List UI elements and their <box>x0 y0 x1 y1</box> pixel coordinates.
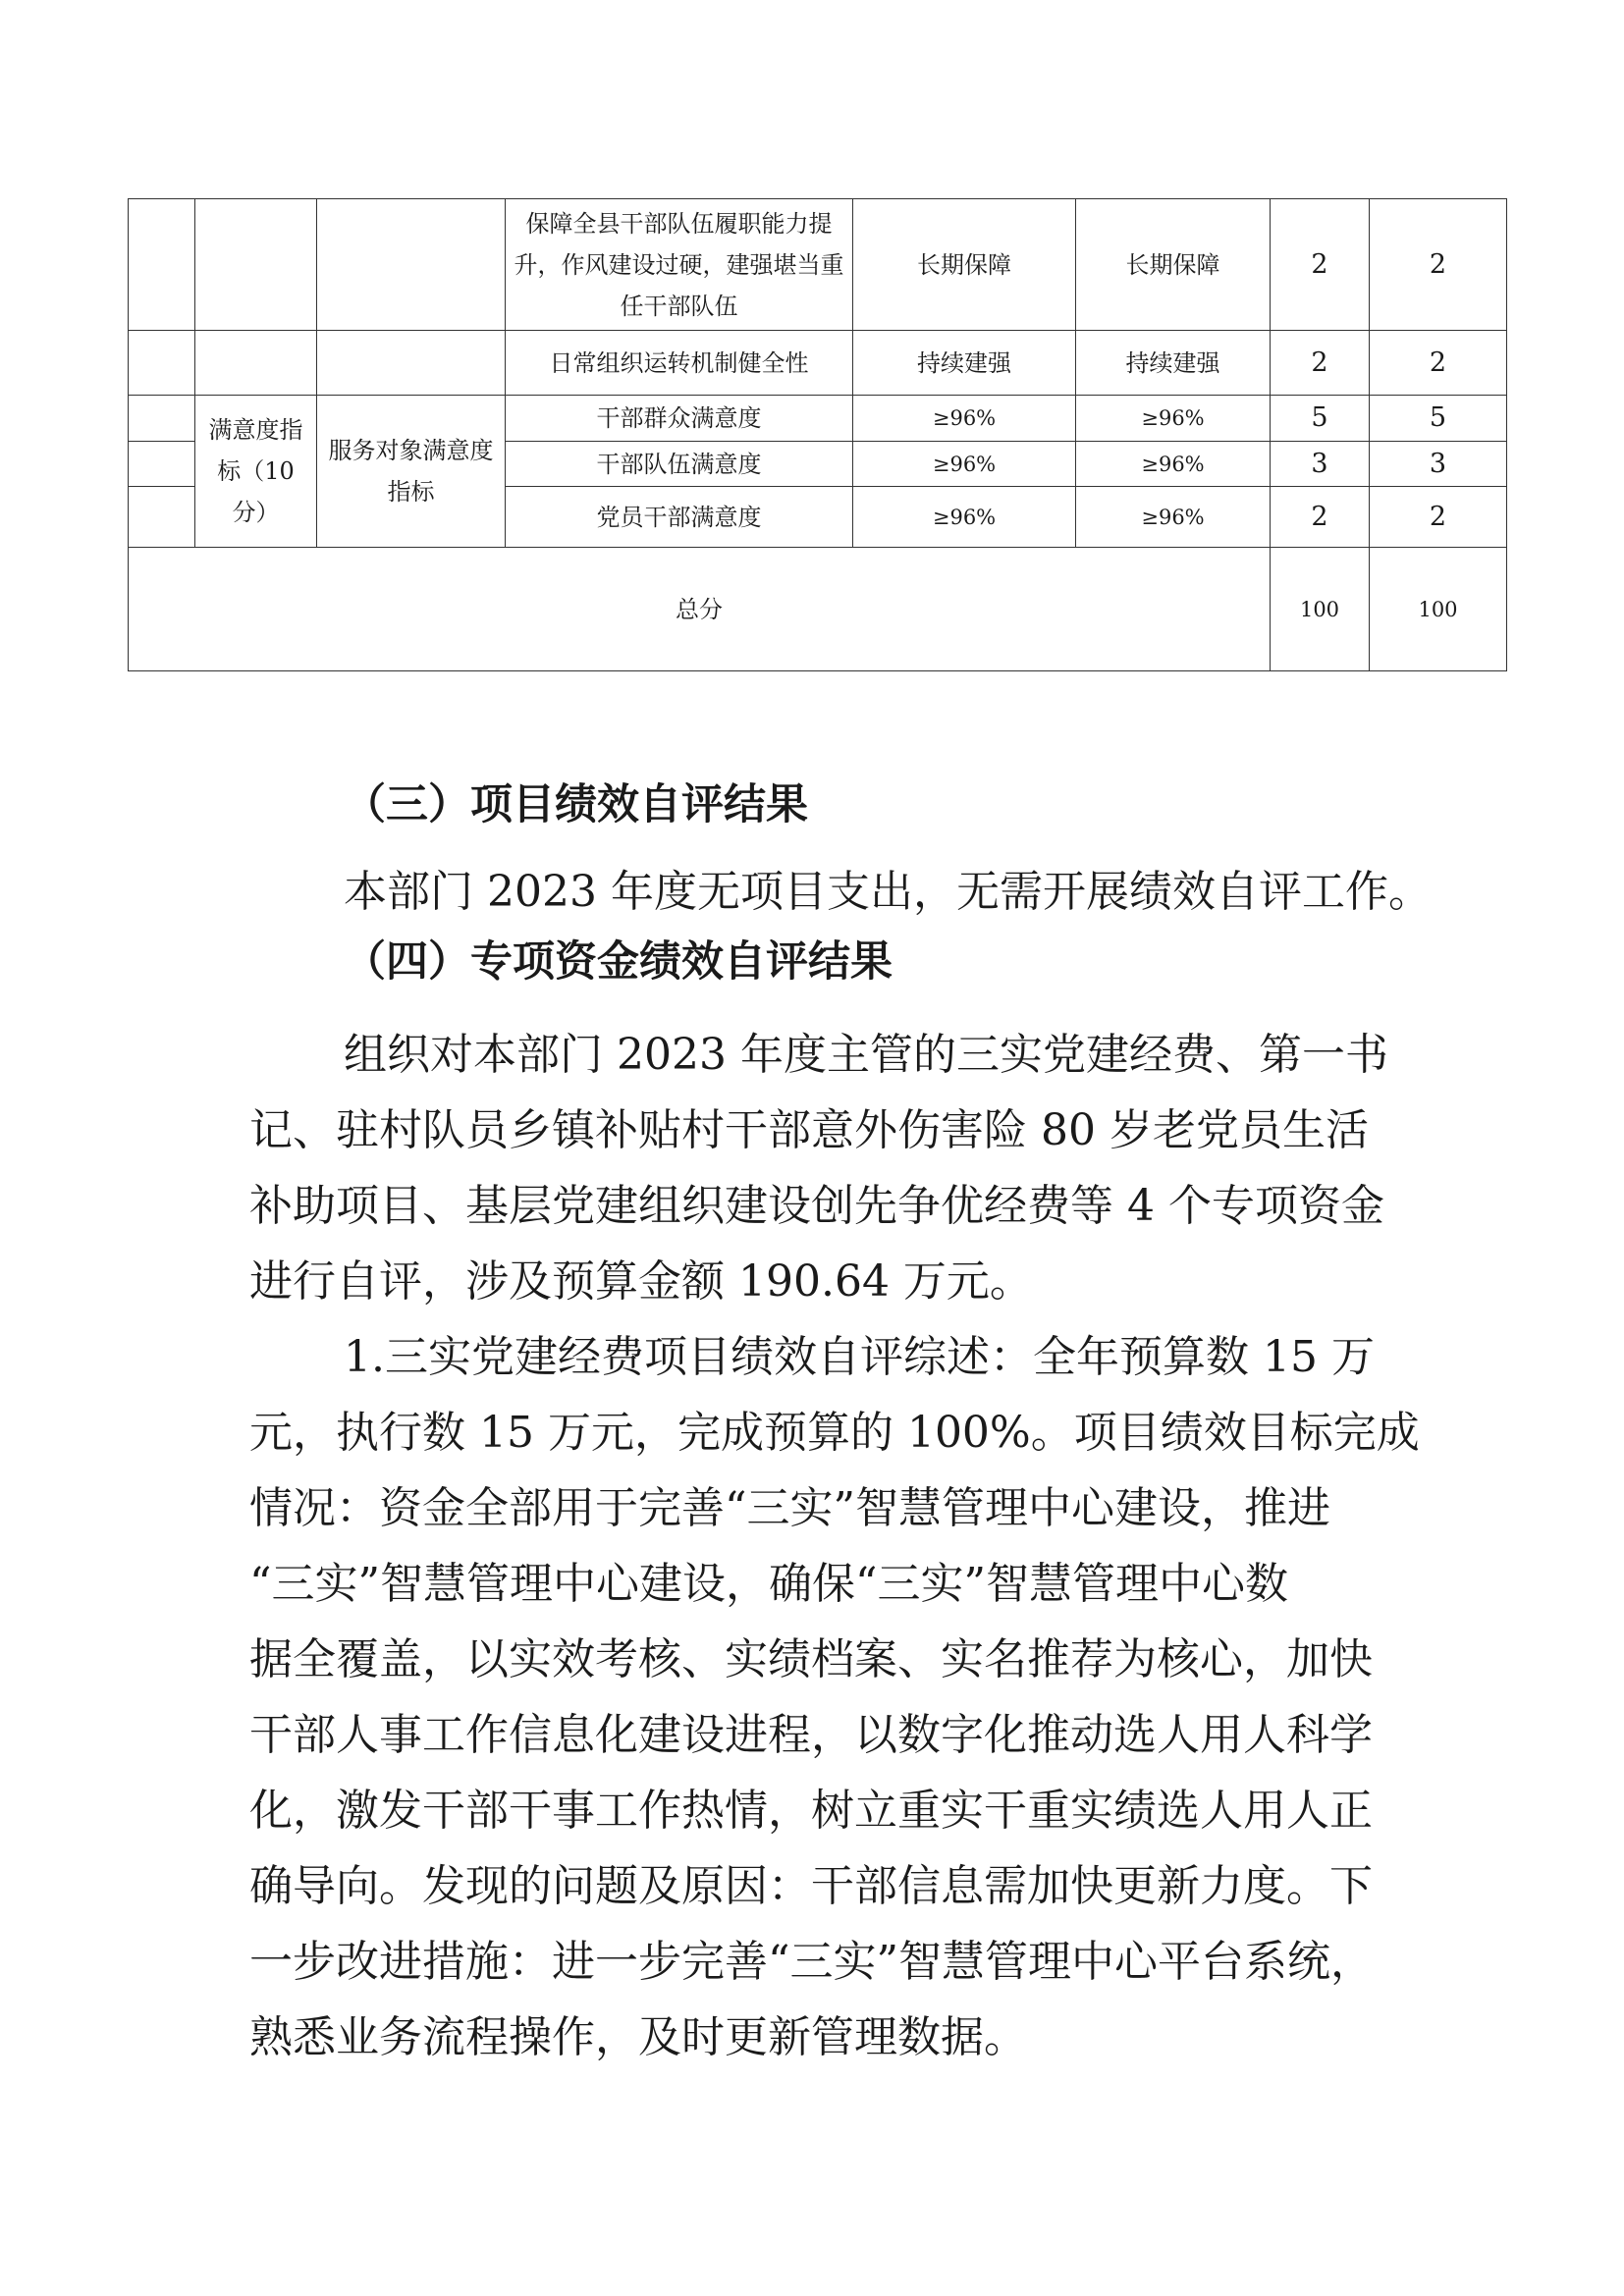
satisfaction-level1-cell: 满意度指标（10分） <box>195 396 317 548</box>
score-cell: 3 <box>1370 442 1507 487</box>
target-cell: 持续建强 <box>853 331 1076 396</box>
weight-cell: 3 <box>1271 442 1370 487</box>
target-cell: ≥96% <box>853 396 1076 442</box>
table-cell-empty <box>195 331 317 396</box>
actual-cell: 持续建强 <box>1076 331 1271 396</box>
table-cell-empty <box>317 199 506 331</box>
actual-cell: ≥96% <box>1076 487 1271 548</box>
table-cell-empty <box>317 331 506 396</box>
actual-cell: ≥96% <box>1076 396 1271 442</box>
weight-cell: 2 <box>1271 331 1370 396</box>
indicator-cell: 保障全县干部队伍履职能力提升，作风建设过硬，建强堪当重任干部队伍 <box>506 199 853 331</box>
table-row <box>129 199 1507 331</box>
table-cell-empty <box>129 487 195 548</box>
paragraph-line: 元，执行数 15 万元，完成预算的 100%。项目绩效目标完成 <box>249 1408 1420 1458</box>
target-cell: ≥96% <box>853 487 1076 548</box>
table-row <box>129 331 1507 396</box>
table-cell-empty <box>129 331 195 396</box>
paragraph-line: 组织对本部门 2023 年度主管的三实党建经费、第一书 <box>344 1030 1388 1080</box>
paragraph-line: 据全覆盖，以实效考核、实绩档案、实名推荐为核心，加快 <box>249 1634 1373 1684</box>
paragraph-line: 记、驻村队员乡镇补贴村干部意外伤害险 80 岁老党员生活 <box>249 1105 1369 1155</box>
total-score-cell: 100 <box>1370 548 1507 671</box>
performance-table <box>128 198 1507 671</box>
actual-cell: 长期保障 <box>1076 199 1271 331</box>
score-cell: 2 <box>1370 487 1507 548</box>
paragraph-line: “三实”智慧管理中心建设，确保“三实”智慧管理中心数 <box>249 1559 1288 1609</box>
paragraph-line: 干部人事工作信息化建设进程，以数字化推动选人用人科学 <box>249 1710 1373 1760</box>
target-cell: ≥96% <box>853 442 1076 487</box>
score-cell: 2 <box>1370 199 1507 331</box>
paragraph-line: 情况：资金全部用于完善“三实”智慧管理中心建设，推进 <box>249 1483 1330 1533</box>
satisfaction-level2-cell: 服务对象满意度指标 <box>317 396 506 548</box>
weight-cell: 2 <box>1271 199 1370 331</box>
table-cell-empty <box>129 199 195 331</box>
paragraph-line: 确导向。发现的问题及原因：干部信息需加快更新力度。下 <box>249 1861 1373 1911</box>
paragraph-line: 进行自评，涉及预算金额 190.64 万元。 <box>249 1256 1033 1307</box>
table-row-total <box>129 548 1507 671</box>
paragraph-line: 一步改进措施：进一步完善“三实”智慧管理中心平台系统， <box>249 1937 1374 1987</box>
score-cell: 2 <box>1370 331 1507 396</box>
paragraph-line: 熟悉业务流程操作，及时更新管理数据。 <box>249 2012 1027 2062</box>
weight-cell: 5 <box>1271 396 1370 442</box>
table-cell-empty <box>129 396 195 442</box>
indicator-cell: 日常组织运转机制健全性 <box>506 331 853 396</box>
section4-heading: （四）专项资金绩效自评结果 <box>344 937 893 987</box>
score-cell: 5 <box>1370 396 1507 442</box>
indicator-cell: 党员干部满意度 <box>506 487 853 548</box>
paragraph-line: 本部门 2023 年度无项目支出，无需开展绩效自评工作。 <box>344 867 1432 917</box>
total-label-cell: 总分 <box>129 548 1271 671</box>
paragraph-line: 化，激发干部干事工作热情，树立重实干重实绩选人用人正 <box>249 1786 1373 1836</box>
indicator-cell: 干部群众满意度 <box>506 396 853 442</box>
table-row <box>129 396 1507 442</box>
paragraph-line: 1.三实党建经费项目绩效自评综述：全年预算数 15 万 <box>344 1332 1375 1382</box>
target-cell: 长期保障 <box>853 199 1076 331</box>
total-weight-cell: 100 <box>1271 548 1370 671</box>
weight-cell: 2 <box>1271 487 1370 548</box>
table-cell-empty <box>129 442 195 487</box>
indicator-cell: 干部队伍满意度 <box>506 442 853 487</box>
table-cell-empty <box>195 199 317 331</box>
paragraph-line: 补助项目、基层党建组织建设创先争优经费等 4 个专项资金 <box>249 1181 1384 1231</box>
section3-heading: （三）项目绩效自评结果 <box>344 780 808 829</box>
actual-cell: ≥96% <box>1076 442 1271 487</box>
